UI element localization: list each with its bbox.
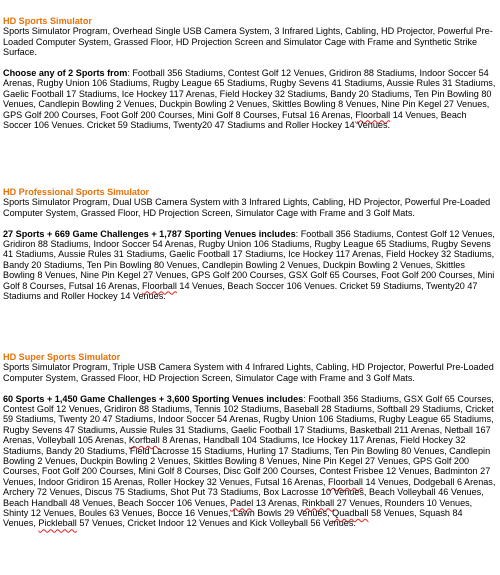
product-title: HD Sports Simulator: [3, 16, 92, 26]
sports-lead: Choose any of 2 Sports from: [3, 68, 128, 79]
venues-text: 14 Venues, Beach Soccer 106 Venues. Cricket 59 Stadiums, Twenty20 47 Stadiums and Roller Hockey 14 Venues.: [3, 109, 467, 131]
sports-venues-paragraph: [3, 68, 496, 130]
sports-venues-paragraph: [3, 229, 496, 302]
venues-text: 13 Arenas,: [253, 497, 302, 508]
product-section-hd-professional-sports-simulator: [3, 187, 496, 301]
venues-text: 14 Venues, Beach Soccer 106 Venues. Cricket 59 Stadiums, Twenty20 47 Stadiums and Roller Hockey 14 Venues.: [3, 280, 478, 302]
spellcheck-word: Floorball: [142, 280, 177, 291]
spellcheck-word: Pickleball: [38, 518, 77, 529]
product-title: HD Super Sports Simulator: [3, 352, 121, 362]
spellcheck-word: Floorball: [328, 476, 363, 487]
venues-text: 8 Arenas, Handball 104 Stadiums, Ice Hockey 117 Arenas, Field Hockey 32 Stadiums, Bandy 20 Stadiums, Field Lacrosse 15 Stadiums, Hurling 17 Stadiums, Ten Pin Bowling 80 Venues, Candlepin Bowling 2 Venues, Duckpin Bowling 2 Venues, Skittles Bowling 8 Venues, Nine Pin Kegel 27 Venues, GPS Golf 200 Courses, Foot Golf 200 Courses, Mini Golf 8 Courses, Disc Golf 200 Courses, Contest Frisbee 12 Venues, Badminton 27 Venues, Indoor Gridiron 15 Arenas, Roller Hockey 32 Venues, Futsal 16 Arenas,: [3, 435, 491, 487]
spellcheck-word: Korfball: [128, 435, 160, 446]
venues-text: 14 Venues, Dodgeball 6 Arenas, Archery 72 Venues, Discus 75 Stadiums, Shot Put 73 Stadiums, Box Lacrosse 10 Venues, Beach Volleyball 46 Venues, Beach Handball 48 Venues, Beach Soccer 106 Venues,: [3, 476, 496, 508]
product-section-hd-super-sports-simulator: [3, 352, 496, 529]
product-section-hd-sports-simulator: [3, 16, 496, 130]
spellcheck-word: Padel: [230, 497, 254, 508]
sports-lead: 60 Sports + 1,450 Game Challenges + 3,600 Sporting Venues includes: [3, 393, 304, 404]
product-description: Sports Simulator Program, Dual USB Camera System with 3 Infrared Lights, Cabling, HD Projector, Powerful Pre-Loaded Computer System, Grassed Floor, HD Projection Screen, Simulator Cage with Frame and 3 Golf Mats.: [3, 197, 491, 218]
spellcheck-word: Rinkball: [301, 497, 335, 508]
venues-text: 58 Venues, Squash 84 Venues,: [3, 508, 463, 529]
spellcheck-word: Floorball: [355, 109, 391, 120]
product-title: HD Professional Sports Simulator: [3, 187, 150, 197]
sports-lead: 27 Sports + 669 Game Challenges + 1,787 Sporting Venues includes: [3, 228, 296, 239]
venues-text: 27 Venues, Rounders 10 Venues, Shinty 12 Venues, Boules 63 Venues, Bocce 16 Venues, Lawn Bowls 29 Venues,: [3, 497, 473, 519]
venues-text: : Football 356 Stadiums, Contest Golf 12 Venues, Gridiron 88 Stadiums, Indoor Soccer 54 Arenas, Rugby Union 106 Stadiums, Rugby League 65 Stadiums, Rugby Sevens 41 Stadiums, Aussie Rules 31 Stadiums, Gaelic Football 17 Stadiums, Ice Hockey 117 Arenas, Field Hockey 32 Stadiums, Bandy 20 Stadiums, Ten Pin Bowling 80 Venues, Candlepin Bowling 2 Venues, Duckpin Bowling 2 Venues, Skittles Bowling 8 Venues, Nine Pin Kegel 27 Venues, GPS Golf 200 Courses, GSX Golf 65 Courses, Foot Golf 200 Courses, Mini Golf 8 Courses, Futsal 16 Arenas,: [3, 228, 495, 291]
sports-venues-paragraph: [3, 394, 496, 529]
spellcheck-word: Quadball: [332, 508, 369, 519]
product-description: Sports Simulator Program, Triple USB Camera System with 4 Infrared Lights, Cabling, HD Projector, Powerful Pre-Loaded Computer System, Grassed Floor, HD Projection Screen, Simulator Cage with Frame and 3 Golf Mats.: [3, 362, 494, 383]
venues-text: : Football 356 Stadiums, GSX Golf 65 Courses, Contest Golf 12 Venues, Gridiron 88 Stadiums, Tennis 102 Stadiums, Baseball 28 Stadiums, Softball 29 Stadiums, Cricket 59 Stadiums, Twenty 20 47 Stadiums, Indoor Soccer 54 Arenas, Rugby Union 106 Stadiums, Rugby League 65 Stadiums, Rugby Sevens 47 Stadiums, Aussie Rules 31 Stadiums, Gaelic Football 17 Stadiums, Basketball 211 Arenas, Netball 167 Arenas, Volleyball 105 Arenas,: [3, 393, 494, 446]
venues-text: 57 Venues, Cricket Indoor 12 Venues and Kick Volleyball 56 Venues.: [76, 518, 356, 529]
venues-text: : Football 356 Stadiums, Contest Golf 12 Venues, Gridiron 88 Stadiums, Indoor Soccer 54 Arenas, Rugby Union 106 Stadiums, Rugby League 65 Stadiums, Rugby Sevens 41 Stadiums, Aussie Rules 31 Stadiums, Gaelic Football 17 Stadiums, Ice Hockey 117 Arenas, Field Hockey 32 Stadiums, Bandy 20 Stadiums, Ten Pin Bowling 80 Venues, Candlepin Bowling 2 Venues, Duckpin Bowling 2 Venues, Skittles Bowling 8 Venues, Nine Pin Kegel 27 Venues, GPS Golf 200 Courses, Foot Golf 200 Courses, Mini Golf 8 Courses, Futsal 16 Arenas,: [3, 68, 496, 120]
product-description: Sports Simulator Program, Overhead Single USB Camera System, 3 Infrared Lights, Cabling, HD Projector, Powerful Pre-Loaded Computer System, Grassed Floor, HD Projection Screen and Simulator Cage with Frame and Synthetic Strike Surface.: [3, 26, 493, 58]
